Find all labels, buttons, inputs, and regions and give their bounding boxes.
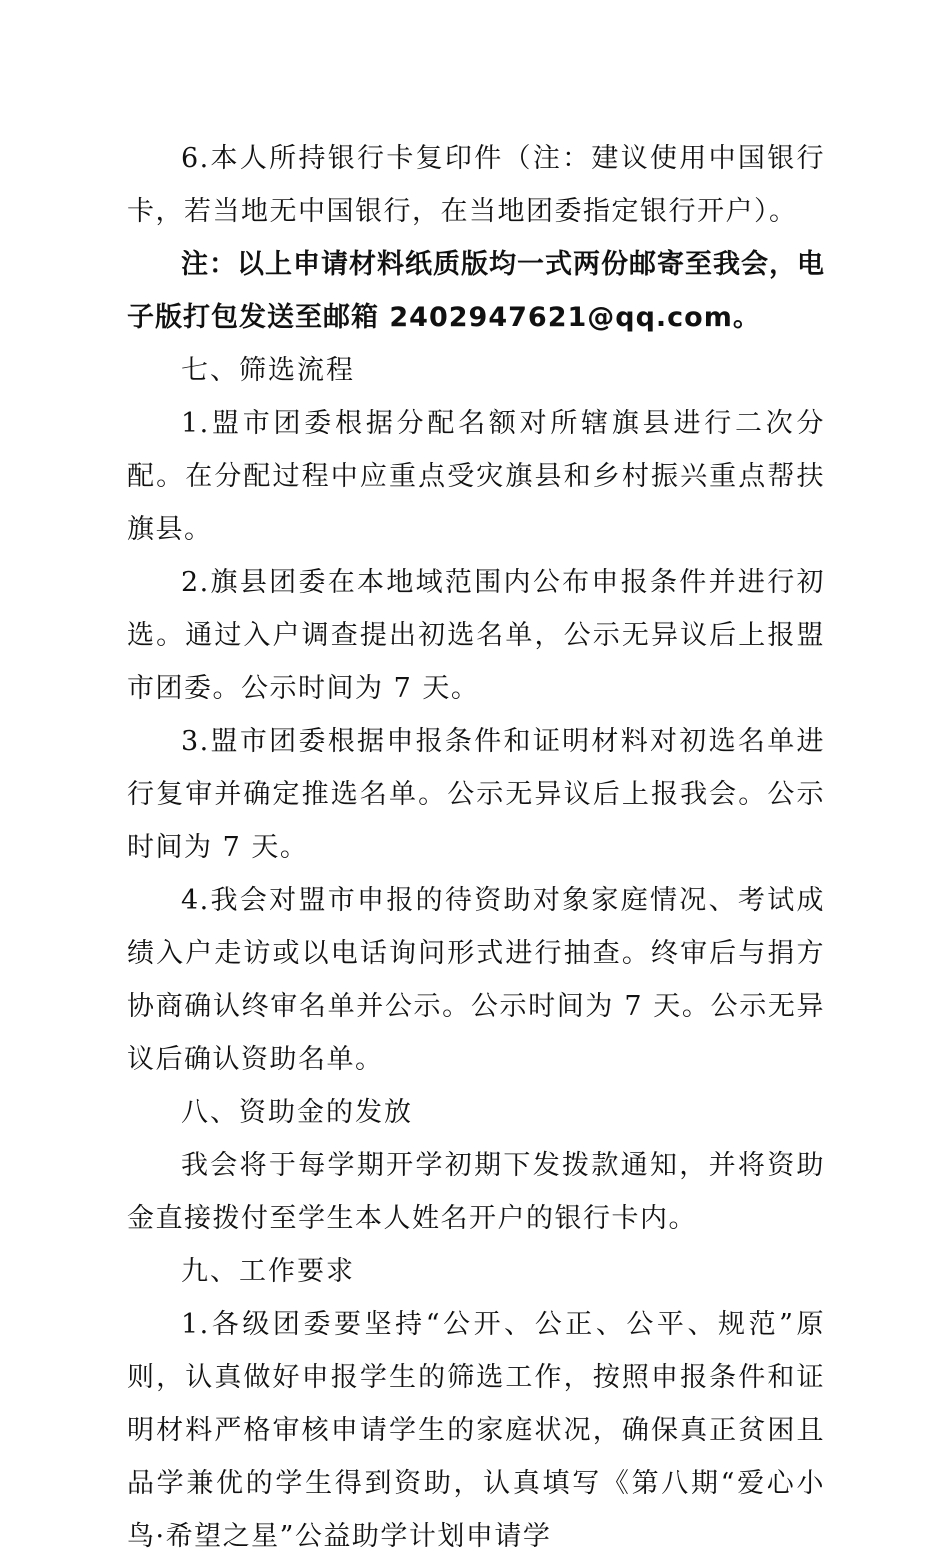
- section-heading-work-requirements: 九、工作要求: [181, 1256, 355, 1287]
- paragraph-screening-step-1: 1.盟市团委根据分配名额对所辖旗县进行二次分配。在分配过程中应重点受灾旗县和乡村振兴重点帮扶旗县。: [127, 408, 825, 545]
- paragraph-screening-step-2: 2.旗县团委在本地域范围内公布申报条件并进行初选。通过入户调查提出初选名单，公示无异议后上报盟市团委。公示时间为 7 天。: [127, 567, 825, 704]
- section-heading-fund-distribution: 八、资助金的发放: [181, 1097, 413, 1128]
- document-body: [127, 132, 825, 1563]
- paragraph-work-requirement-1: 1.各级团委要坚持“公开、公正、公平、规范”原则，认真做好申报学生的筛选工作，按照申报条件和证明材料严格审核申请学生的家庭状况，确保真正贫困且品学兼优的学生得到资助，认真填写《第八期“爱心小鸟·希望之星”公益助学计划申请学: [127, 1309, 825, 1552]
- paragraph-submission-note: 注：以上申请材料纸质版均一式两份邮寄至我会，电子版打包发送至邮箱 2402947621@qq.com。: [127, 249, 825, 333]
- paragraph-bank-card-copy: 6.本人所持银行卡复印件（注：建议使用中国银行卡，若当地无中国银行，在当地团委指定银行开户）。: [127, 143, 825, 227]
- section-heading-screening-process: 七、筛选流程: [181, 355, 355, 386]
- paragraph-fund-distribution: 我会将于每学期开学初期下发拨款通知，并将资助金直接拨付至学生本人姓名开户的银行卡内。: [127, 1150, 825, 1234]
- paragraph-screening-step-3: 3.盟市团委根据申报条件和证明材料对初选名单进行复审并确定推选名单。公示无异议后上报我会。公示时间为 7 天。: [127, 726, 825, 863]
- paragraph-screening-step-4: 4.我会对盟市申报的待资助对象家庭情况、考试成绩入户走访或以电话询问形式进行抽查。终审后与捐方协商确认终审名单并公示。公示时间为 7 天。公示无异议后确认资助名单。: [127, 885, 825, 1075]
